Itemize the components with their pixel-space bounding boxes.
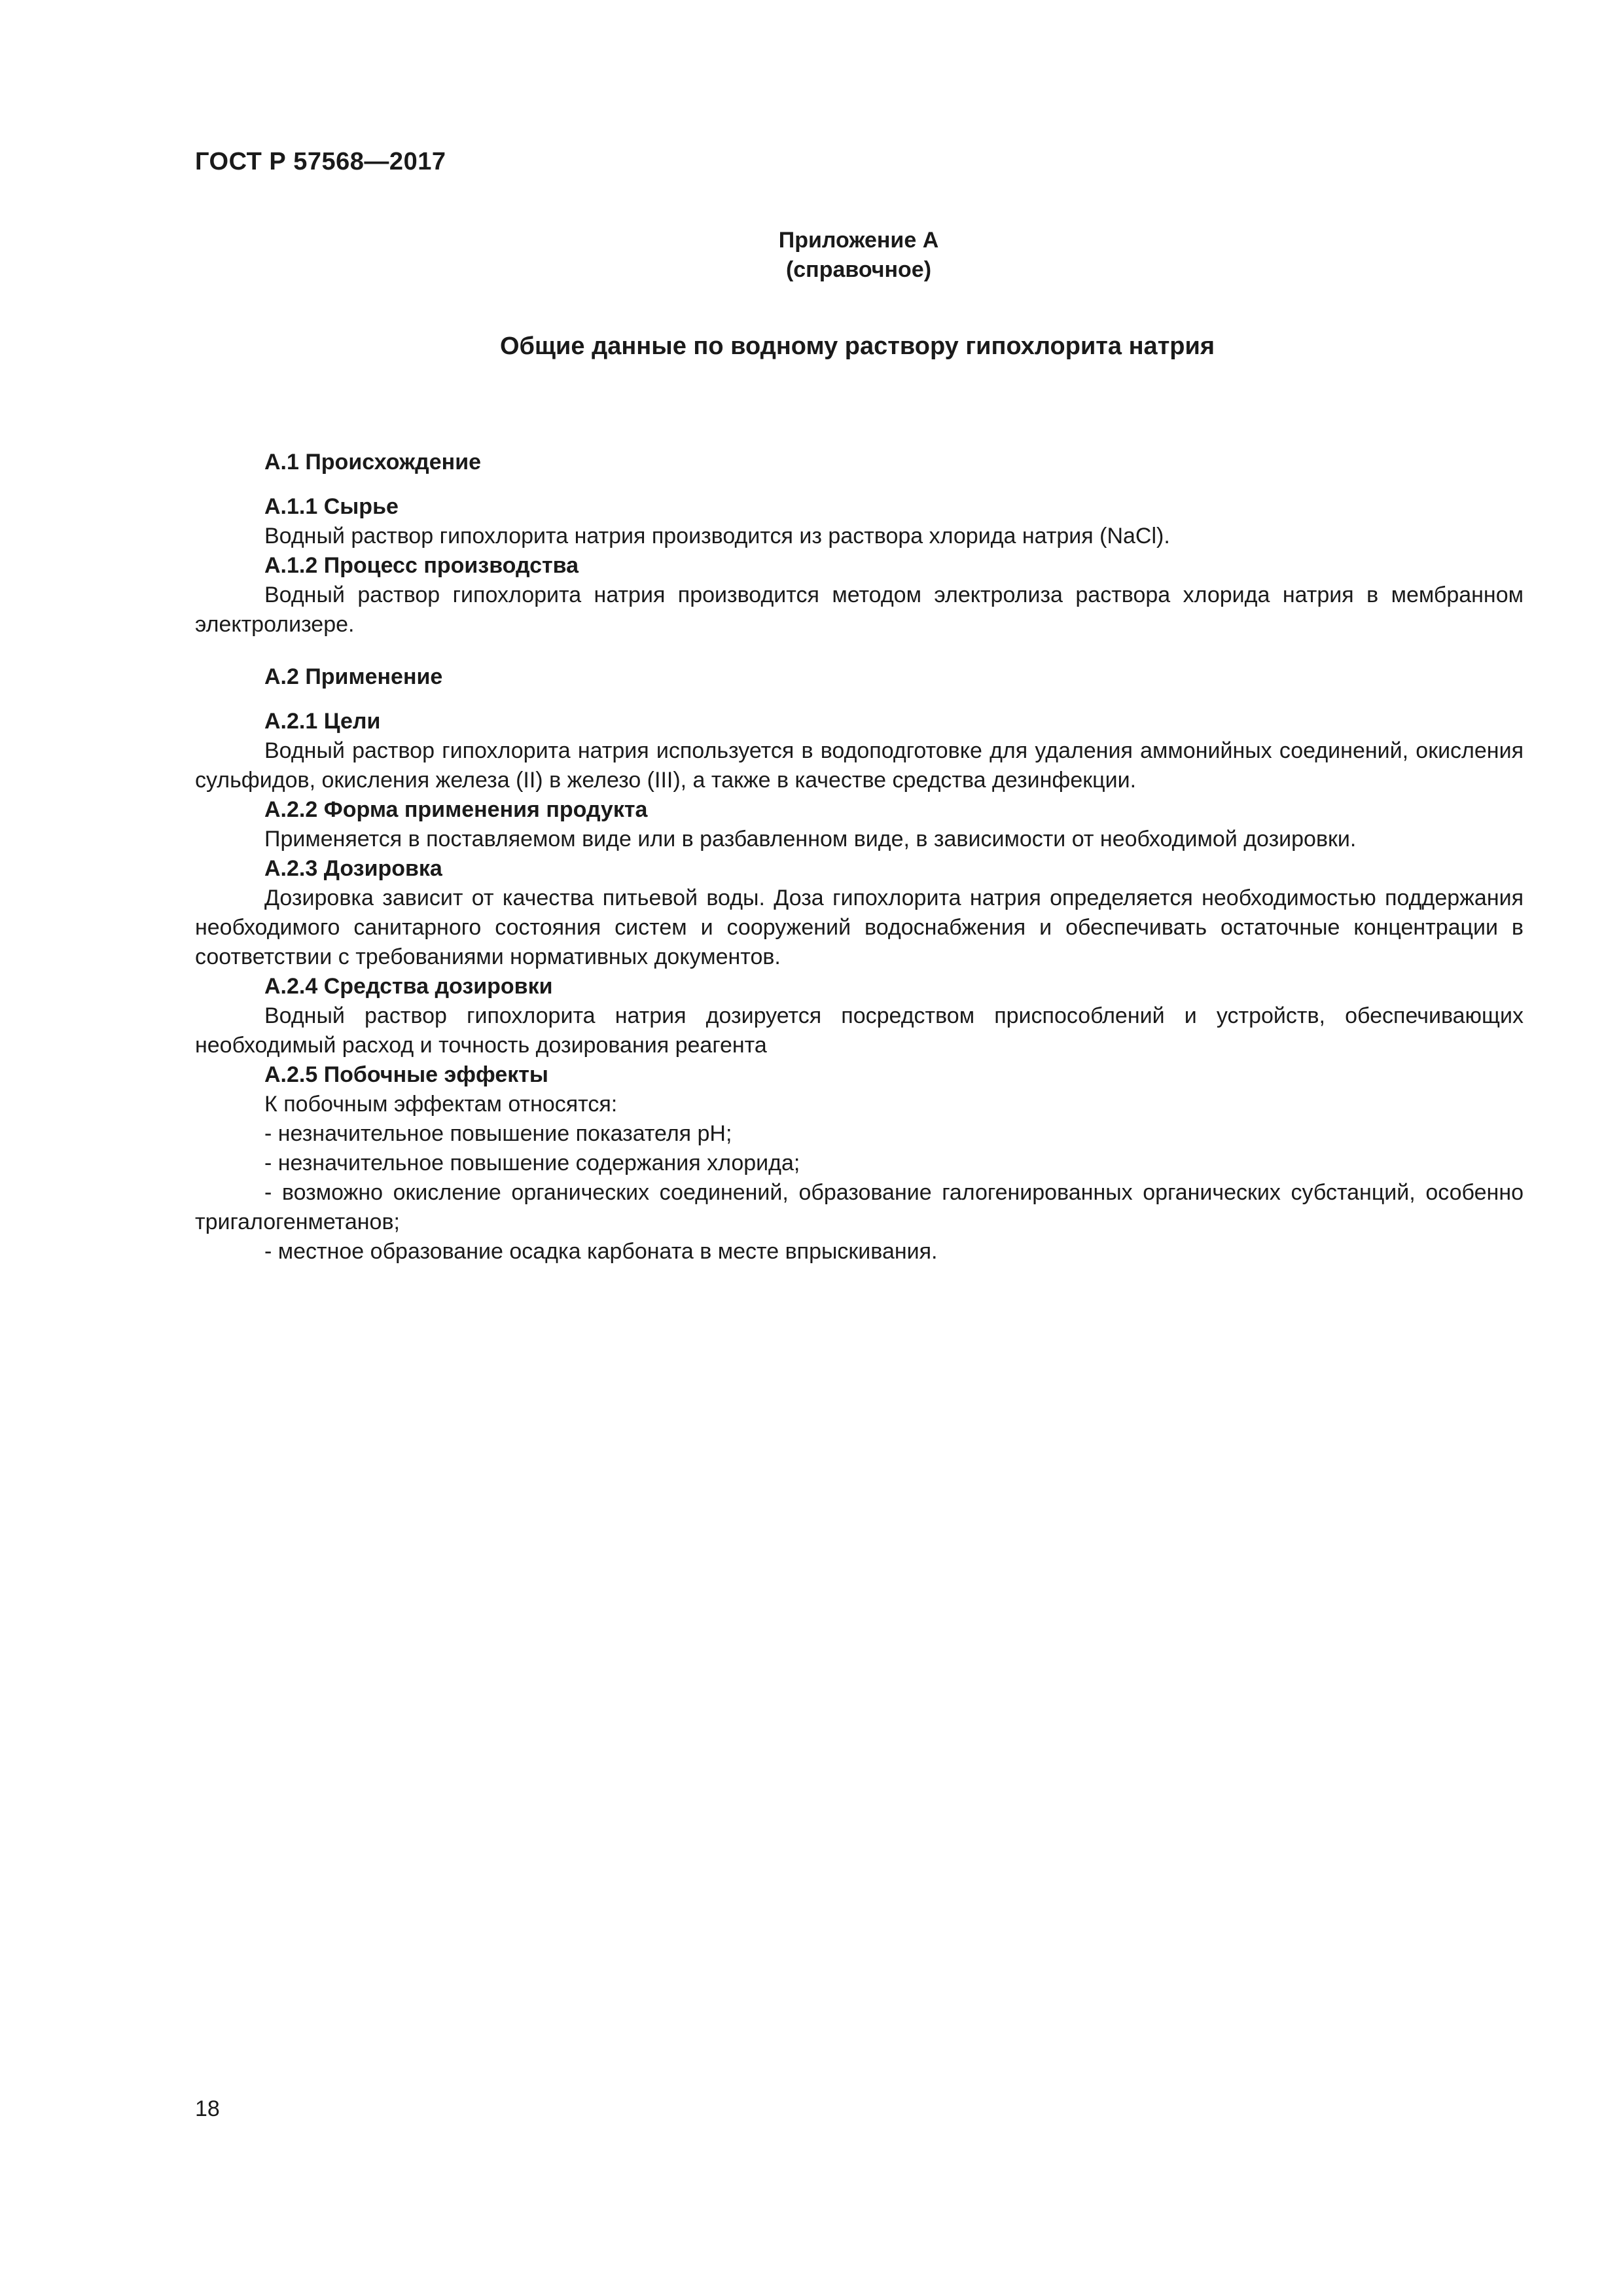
section-heading-a2: А.2 Применение [264,664,443,689]
appendix-title: Общие данные по водному раствору гипохлорита натрия [499,332,1215,360]
paragraph-a12: Водный раствор гипохлорита натрия производится методом электролиза раствора хлорида натрия в мембранном электролизере. [195,583,1524,637]
appendix-type: (справочное) [785,257,932,282]
appendix-body [195,448,1524,1266]
paragraph-a11: Водный раствор гипохлорита натрия производится из раствора хлорида натрия (NaCl). [264,524,1170,548]
subsection-heading-a12: А.1.2 Процесс производства [264,553,579,578]
subsection-heading-a25: А.2.5 Побочные эффекты [264,1062,548,1087]
list-item: - местное образование осадка карбоната в месте впрыскивания. [264,1239,938,1264]
standard-designation: ГОСТ Р 57568—2017 [195,148,446,175]
list-item: - возможно окисление органических соединений, образование галогенированных органических субстанций, особенно тригалогенметанов; [195,1180,1524,1234]
list-item: - незначительное повышение содержания хлорида; [264,1151,800,1175]
paragraph-a24: Водный раствор гипохлорита натрия дозируется посредством приспособлений и устройств, обеспечивающих необходимый расход и точность дозирования реагента [195,1003,1524,1058]
subsection-heading-a24: А.2.4 Средства дозировки [264,974,553,999]
paragraph-a22: Применяется в поставляемом виде или в разбавленном виде, в зависимости от необходимой дозировки. [264,827,1357,852]
page-number: 18 [195,2096,220,2121]
section-heading-a1: А.1 Происхождение [264,450,482,475]
paragraph-a25-intro: К побочным эффектам относятся: [264,1092,618,1117]
subsection-heading-a22: А.2.2 Форма применения продукта [264,797,648,822]
subsection-heading-a21: А.2.1 Цели [264,709,381,734]
list-item: - незначительное повышение показателя рН; [264,1121,732,1146]
subsection-heading-a23: А.2.3 Дозировка [264,856,442,881]
paragraph-a23: Дозировка зависит от качества питьевой воды. Доза гипохлорита натрия определяется необходимостью поддержания необходимого санитарного состояния систем и сооружений водоснабжения и обеспечивать остаточные концентрации в соответствии с требованиями нормативных документов. [195,886,1524,969]
paragraph-a21: Водный раствор гипохлорита натрия используется в водоподготовке для удаления аммонийных соединений, окисления сульфидов, окисления железа (II) в железо (III), а также в качестве средства дезинфекции. [195,738,1524,793]
subsection-heading-a11: А.1.1 Сырье [264,494,399,519]
appendix-label: Приложение А [778,228,939,253]
